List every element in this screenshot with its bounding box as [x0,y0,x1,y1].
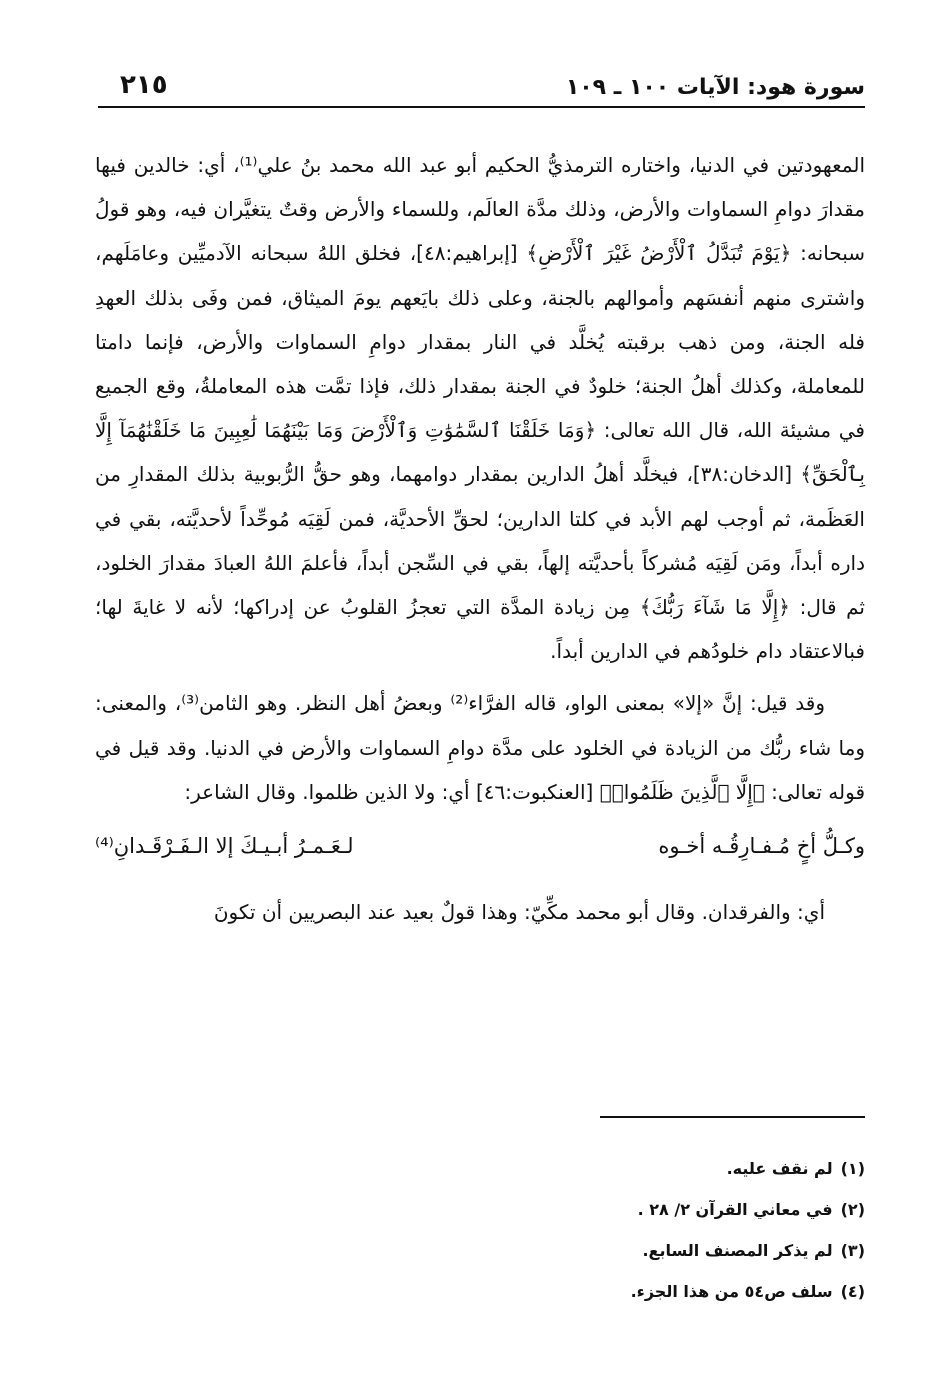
poem-second-hemistich: لـعَـمـرُ أبـيـكَ إلا الـفَـرْقَـدانِ⁽⁴⁾ [95,834,354,859]
footnote-number: (٢) [840,1200,865,1219]
footnote-separator [600,1116,865,1118]
paragraph-2: وقد قيل: إنَّ «إلا» بمعنى الواو، قاله الفرَّاء⁽²⁾ وبعضُ أهل النظر. وهو الثامن⁽³⁾، والمعنى: وما شاء ربُّك من الزيادة في الخلود على مدَّة دوامِ السماوات والأرض في الدنيا. وقد قيل في قوله تعالى: ﴿إِلَّا ٱلَّذِينَ ظَلَمُوا۟﴾ [العنكبوت:٤٦] أي: ولا الذين ظلموا. وقال الشاعر: [95,691,865,804]
page-number: ٢١٥ [120,70,168,100]
footnote-number: (٤) [840,1282,865,1301]
footnotes [95,1148,865,1312]
footnote-text: لم نقف عليه. [726,1159,833,1178]
footnote-text: سلف ص٥٤ من هذا الجزء. [630,1282,833,1301]
paragraph-3: أي: والفرقدان. وقال أبو محمد مكِّيّ: وهذا قولٌ بعيد عند البصريين أن تكونَ [213,900,825,925]
footnote-number: (١) [840,1159,865,1178]
poem-verse [95,824,865,870]
footnote-2 [95,1189,865,1230]
footnote-number: (٣) [840,1241,865,1260]
body-text [95,143,865,934]
footnote-text: في معاني القرآن ٢/ ٢٨ . [637,1200,833,1219]
footnote-1 [95,1148,865,1189]
footnote-4 [95,1271,865,1312]
running-title: سورة هود: الآيات ١٠٠ ـ ١٠٩ [565,75,865,100]
page-header [98,62,865,108]
footnote-text: لم يذكر المصنف السابع. [642,1241,833,1260]
poem-first-hemistich: وكـلُّ أخٍ مُـفـارِقُـه أخـوه [658,834,865,859]
paragraph-1: المعهودتين في الدنيا، واختاره الترمذيُّ الحكيم أبو عبد الله محمد بنُ علي⁽¹⁾، أي: خالدين فيها مقدارَ دوامِ السماوات والأرض، وذلك مدَّة العالَم، وللسماء والأرض وقتٌ يتغيَّران فيه، وهو قولُ سبحانه: ﴿يَوْمَ تُبَدَّلُ ٱلْأَرْضُ غَيْرَ ٱلْأَرْضِ﴾ [إبراهيم:٤٨]، فخلق اللهُ سبحانه الآدميِّين وعامَلَهم، واشترى منهم أنفسَهم وأموالهم بالجنة، وعلى ذلك بايَعهم يومَ الميثاق، فمن وفَى بذلك العهدِ فله الجنة، ومن ذهب برقبته يُخلَّد في النار بمقدار دوامِ السماوات والأرض، فإنما دامتا للمعاملة، وكذلك أهلُ الجنة؛ خلودٌ في الجنة بمقدار ذلك، فإذا تمَّت هذه المعاملةُ، وقع الجميع في مشيئة الله، قال الله تعالى: ﴿وَمَا خَلَقْنَا ٱلسَّمَٰوَٰتِ وَٱلْأَرْضَ وَمَا بَيْنَهُمَا لَٰعِبِينَ مَا خَلَقْنَٰهُمَآ إِلَّا بِٱلْحَقِّ﴾ [الدخان:٣٨]، فيخلَّد أهلُ الدارين بمقدار دوامهما، وهو حقُّ الرُّبوبية بذلك المقدارِ من العَظَمة، ثم أوجب لهم الأبد في كلتا الدارين؛ لحقِّ الأحديَّة، فمن لَقِيَه مُوحِّداً لأحديَّته، بقي في داره أبداً، ومَن لَقِيَه مُشركاً بأحديَّته إلهاً، بقي في السِّجن أبداً، فأعلمَ اللهُ العبادَ مقدارَ الخلود، ثم قال: ﴿إِلَّا مَا شَآءَ رَبُّكَ﴾ مِن زيادة المدَّة التي تعجزُ القلوبُ عن إدراكها؛ لأنه لا غايةَ لها؛ فبالاعتقاد دام خلودُهم في الدارين أبداً. [95,153,866,664]
footnote-3 [95,1230,865,1271]
